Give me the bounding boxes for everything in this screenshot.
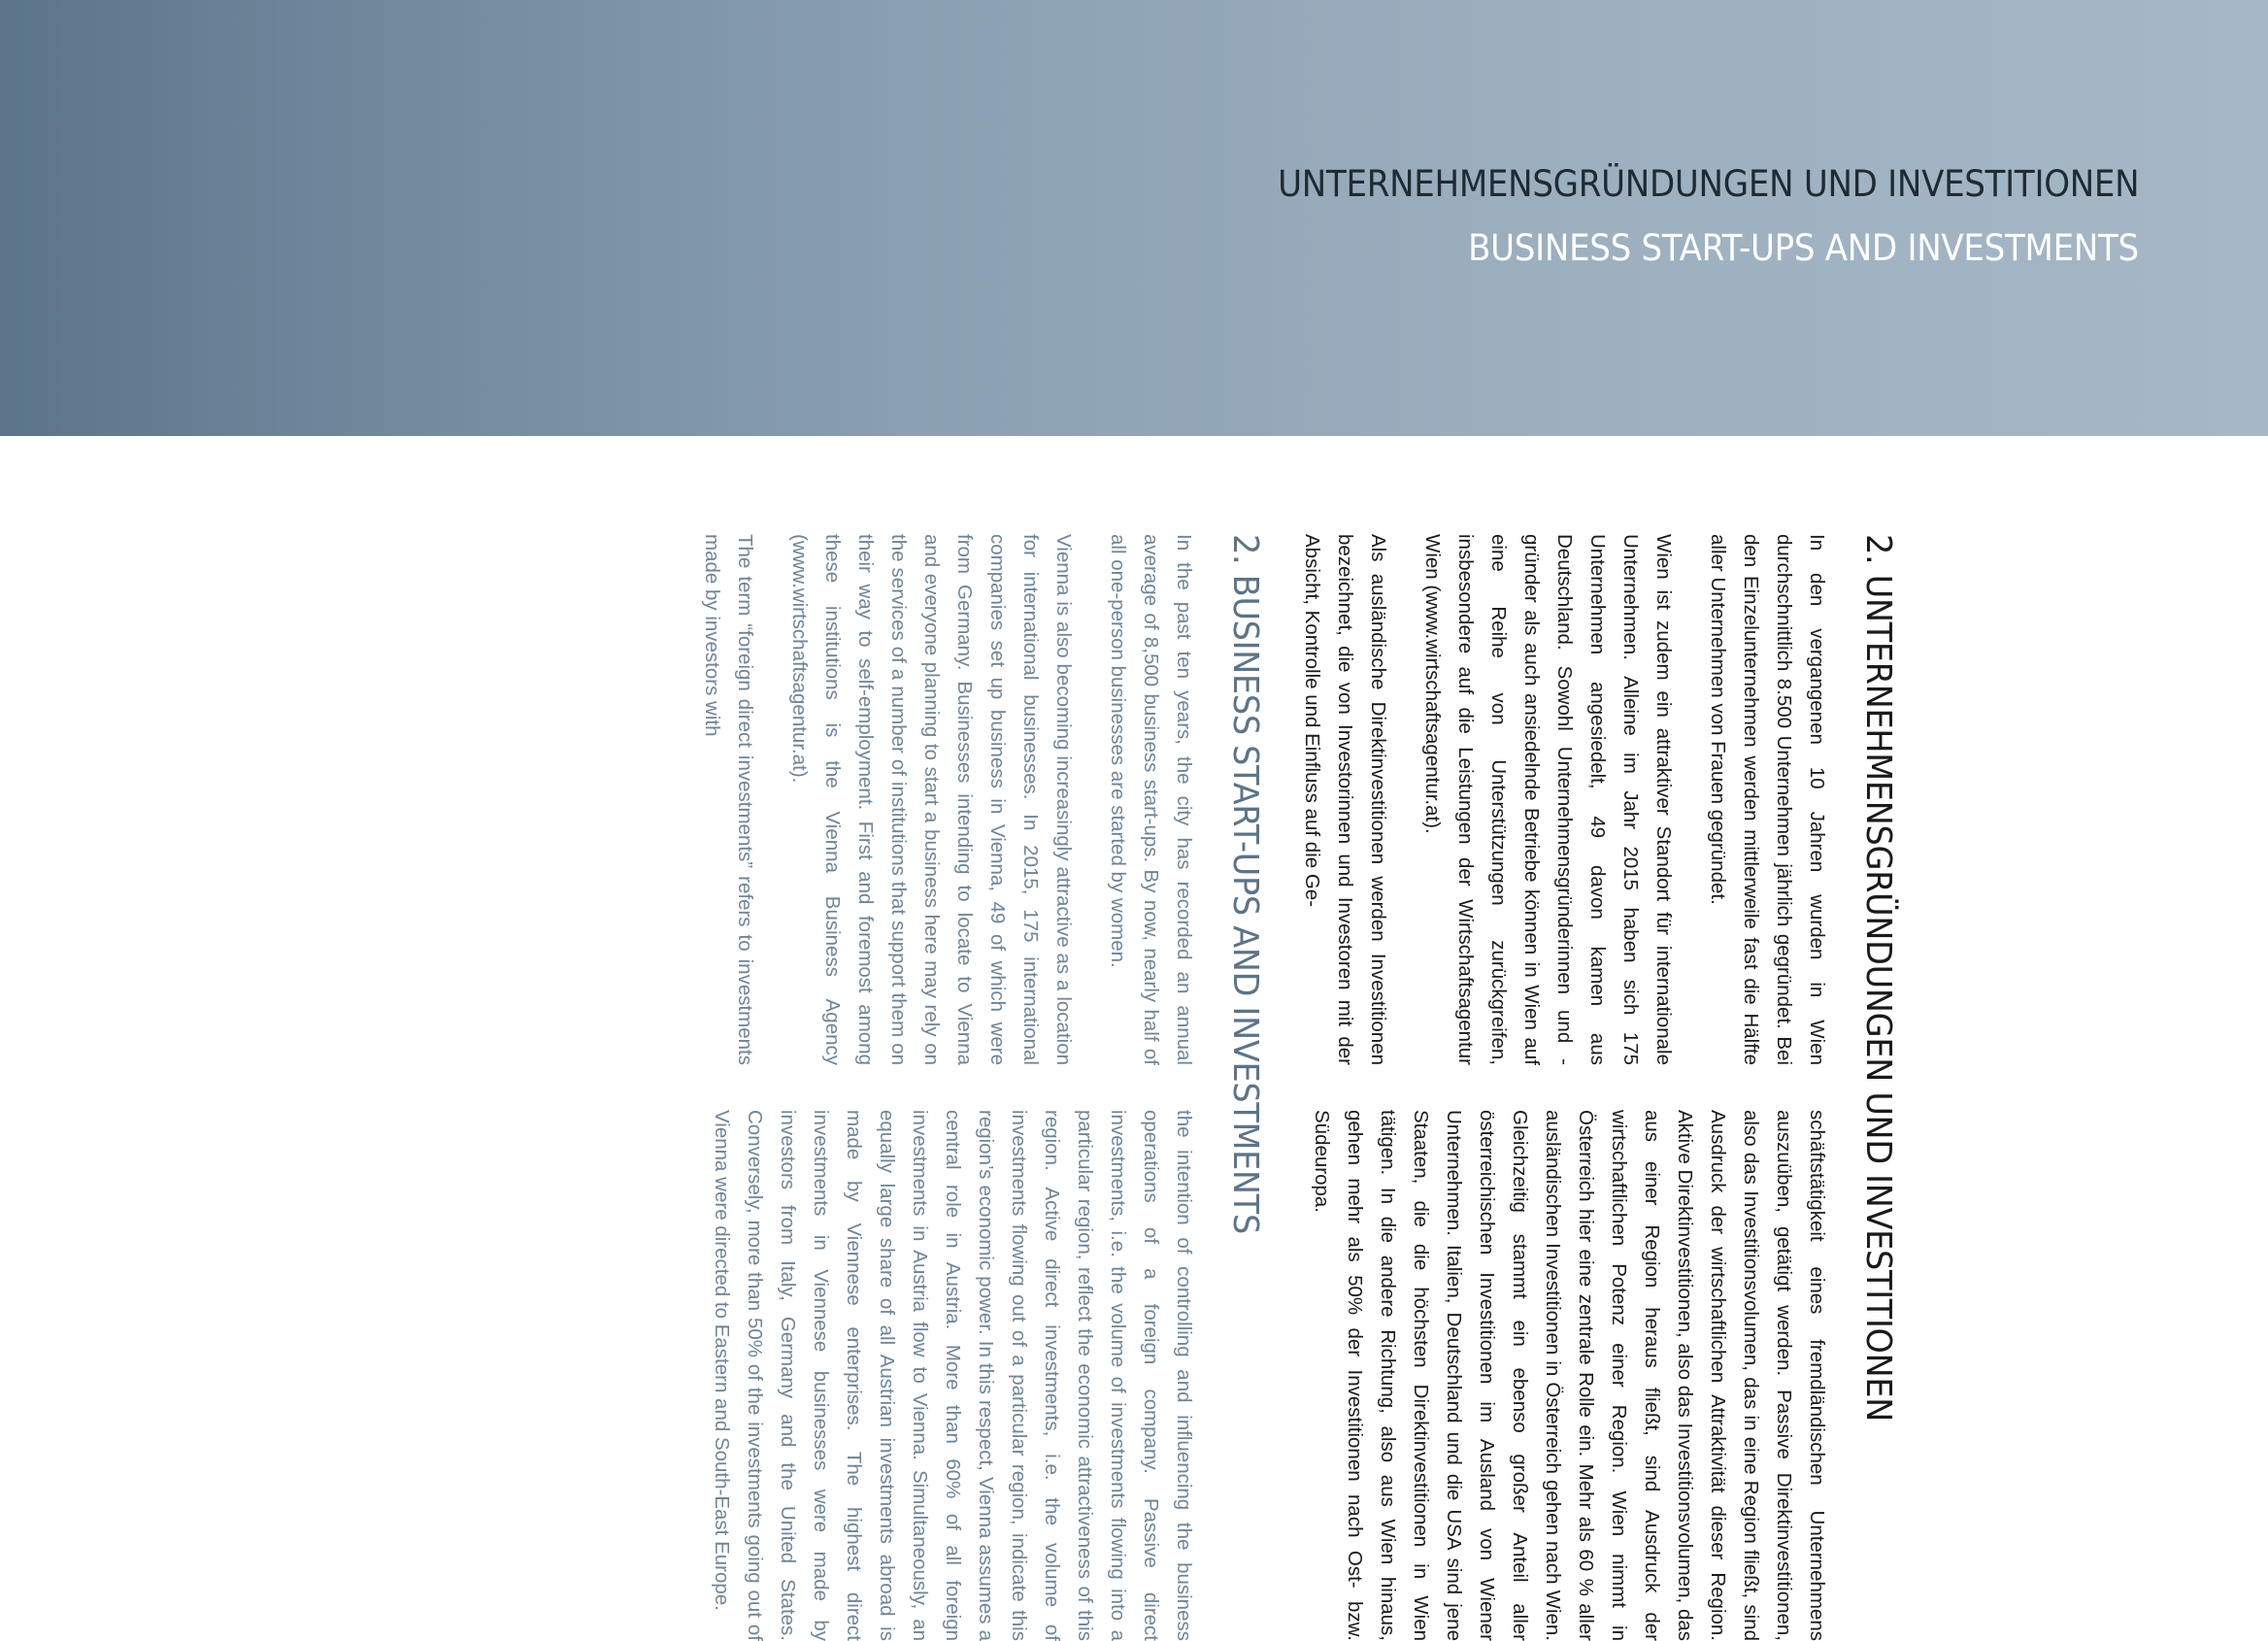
banner-title-german: UNTERNEHMENSGRÜNDUNGEN UND INVESTITIONEN	[1277, 163, 2139, 205]
column-left-german	[1274, 534, 1833, 1065]
rotated-page-content	[374, 534, 1898, 1641]
section-heading-german: 2. UNTERNEHMENSGRÜNDUNGEN UND INVESTITIONEN	[1858, 534, 1898, 1423]
text-columns-english	[674, 534, 1200, 1641]
column-right-german	[1274, 1110, 1833, 1641]
section-heading-english: 2. BUSINESS START-UPS AND INVESTMENTS	[1225, 534, 1265, 1234]
paragraph: In the past ten years, the city has recorded an annual average of 8,500 business start-ups. By now, nearly half of all one-person businesses are started by women.	[1107, 534, 1195, 1065]
paragraph: schäftstätigkeit eines fremdländischen Unternehmens auszuüben, getätigt werden. Passive Direktinvestitionen, also das Investitionsvolumen, das in eine Region fließt, sind Ausdruck der wirtschaftlichen Attraktivität dieser Region. Aktive Direktinvestitionen, also das Investitionsvolumen, das aus einer Region heraus fließt, sind Ausdruck der wirtschaftlichen Potenz einer Region. Wien nimmt in Österreich hier eine zentrale Rolle ein. Mehr als 60 % aller ausländischen Investitionen in Österreich gehen nach Wien. Gleichzeitig stammt ein ebenso großer Anteil aller österreichischen Investitionen im Ausland von Wiener Unternehmen. Italien, Deutschland und die USA sind jene Staaten, die die höchsten Direktinvestitionen in Wien tätigen. In die andere Richtung, also aus Wien hinaus, gehen mehr als 50% der Investitionen nach Ost- bzw. Südeuropa.	[1311, 1110, 1828, 1641]
banner-title-english: BUSINESS START-UPS AND INVESTMENTS	[1468, 227, 2139, 269]
paragraph: In den vergangenen 10 Jahren wurden in Wien durchschnittlich 8.500 Unternehmen jährlich gegründet. Bei den Einzelunternehmen werden mittlerweile fast die Hälfte aller Unternehmen von Frauen gegründet.	[1707, 534, 1828, 1065]
paragraph: Als ausländische Direktinvestitionen werden Investitionen bezeichnet, die von Investorinnen und Investoren mit der Absicht, Kontrolle und Einfluss auf die Ge-	[1301, 534, 1389, 1065]
section-german	[1274, 534, 1898, 1641]
section-english	[674, 534, 1265, 1641]
header-banner	[0, 0, 2268, 436]
column-left-english	[674, 534, 1200, 1065]
paragraph: the intention of controlling and influencing the business operations of a foreign company. Passive direct investments, i.e. the volume of investments flowing into a particular region, reflect the economic attractiveness of this region. Active direct investments, i.e. the volume of investments flowing out of a particular region, indicate this region’s economic power. In this respect, Vienna assumes a central role in Austria. More than 60% of all foreign investments in Austria flow to Vienna. Simultaneously, an equally large share of all Austrian investments abroad is made by Viennese enterprises. The highest direct investments in Viennese businesses were made by investors from Italy, Germany and the United States. Conversely, more than 50% of the investments going out of Vienna were directed to Eastern and South-East Europe.	[711, 1110, 1195, 1641]
text-columns-german	[1274, 534, 1833, 1641]
paragraph: The term “foreign direct investments” refers to investments made by investors with	[701, 534, 756, 1065]
paragraph: Wien ist zudem ein attraktiver Standort für internationale Unternehmen. Alleine im Jahr 2015 haben sich 175 Unternehmen angesiedelt, 49 davon kamen aus Deutschland. Sowohl Unternehmensgründerinnen und -gründer als auch ansiedelnde Betriebe können in Wien auf eine Reihe von Unterstützungen zurückgreifen, insbesondere auf die Leistungen der Wirtschaftsagentur Wien (www.wirtschaftsagentur.at).	[1421, 534, 1675, 1065]
column-right-english	[674, 1110, 1200, 1641]
paragraph: Vienna is also becoming increasingly attractive as a location for international businesses. In 2015, 175 international companies set up business in Vienna, 49 of which were from Germany. Businesses intending to locate to Vienna and everyone planning to start a business here may rely on the services of a number of institutions that support them on their way to self-employment. First and foremost among these institutions is the Vienna Business Agency (www.wirtschaftsagentur.at).	[788, 534, 1075, 1065]
